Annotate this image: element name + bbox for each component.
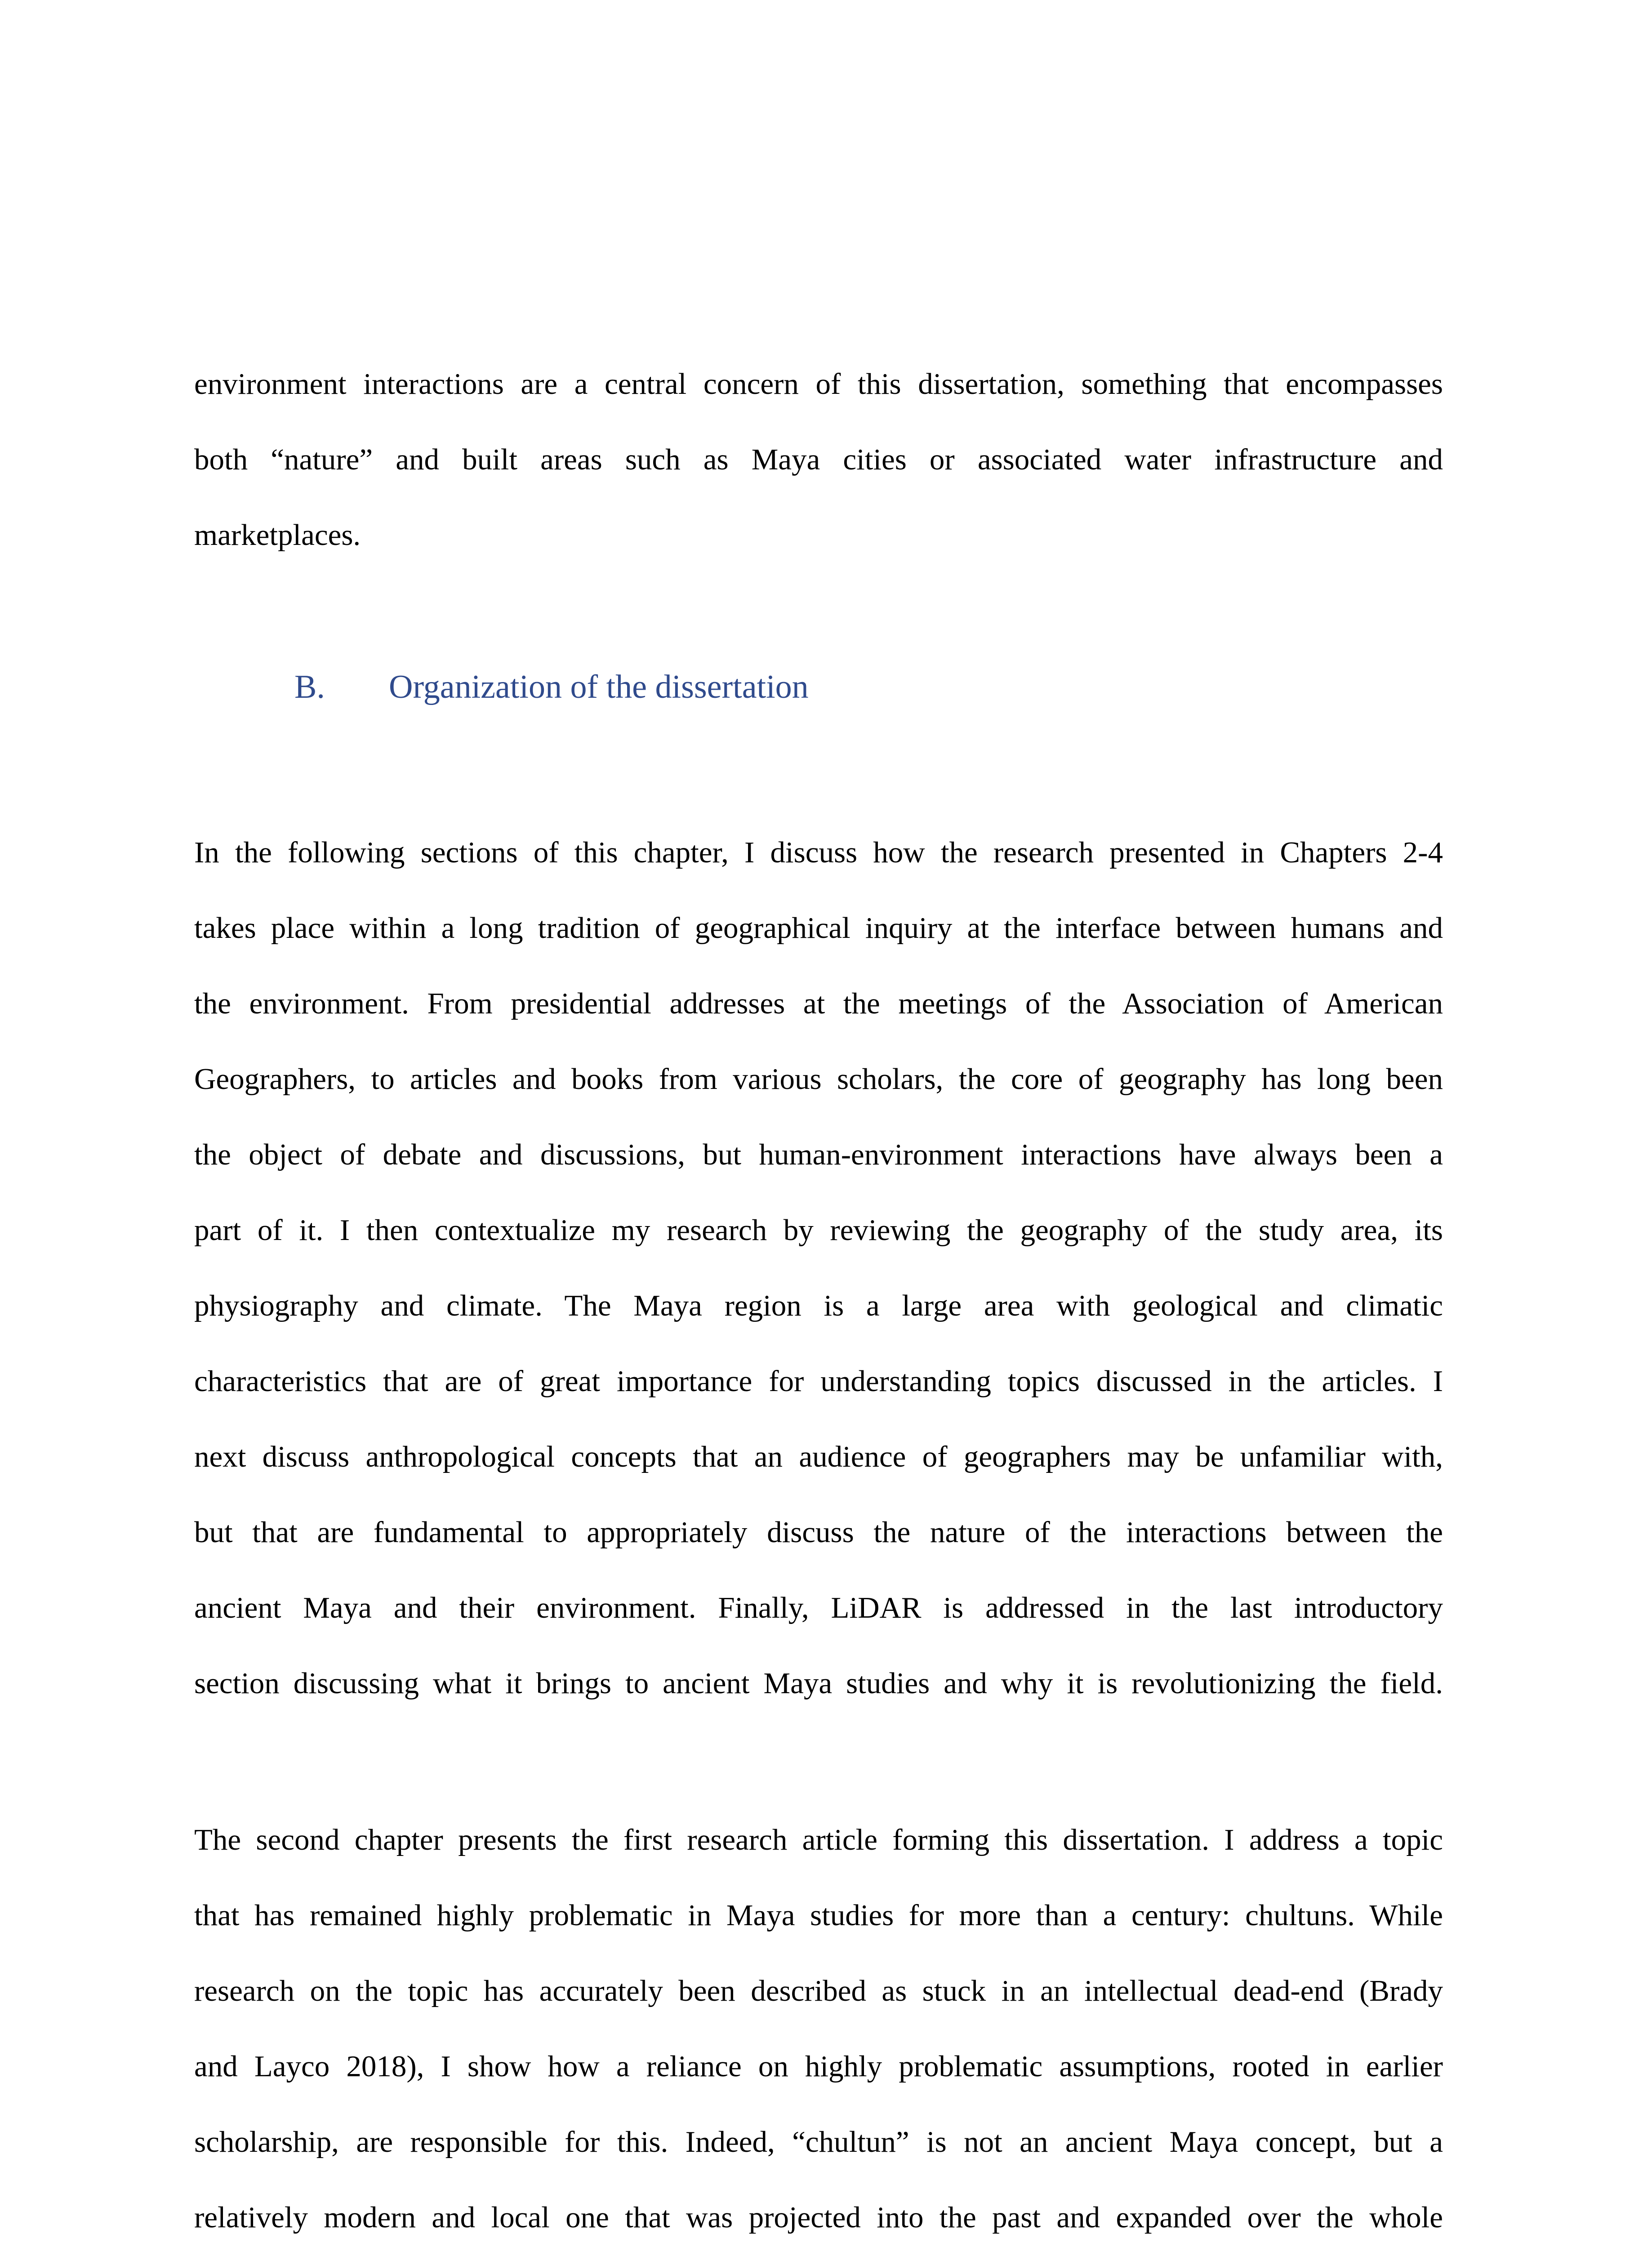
paragraph-line: section discussing what it brings to ancient Maya studies and why it is revolutionizing the field. [194, 1667, 1443, 1700]
paragraph-line: marketplaces. [194, 518, 361, 552]
paragraph-line: In the following sections of this chapter, I discuss how the research presented in Chapters 2-4 [194, 836, 1443, 869]
paragraph-line: the object of debate and discussions, but human-environment interactions have always been a [194, 1138, 1443, 1171]
paragraph-line: part of it. I then contextualize my research by reviewing the geography of the study area, its [194, 1213, 1443, 1247]
paragraph-line: ancient Maya and their environment. Finally, LiDAR is addressed in the last introductory [194, 1591, 1443, 1624]
section-heading [294, 665, 809, 709]
section-title: Organization of the dissertation [389, 669, 809, 705]
paragraph-line: Geographers, to articles and books from various scholars, the core of geography has long been [194, 1062, 1443, 1096]
paragraph-2 [194, 815, 1443, 1721]
paragraph-line: environment interactions are a central concern of this dissertation, something that encompasses [194, 367, 1443, 401]
paragraph-line: takes place within a long tradition of geographical inquiry at the interface between humans and [194, 911, 1443, 945]
paragraph-line: scholarship, are responsible for this. Indeed, “chultun” is not an ancient Maya concept, but a [194, 2125, 1443, 2159]
paragraph-3 [194, 1802, 1443, 2248]
paragraph-line: physiography and climate. The Maya region is a large area with geological and climatic [194, 1289, 1443, 1322]
paragraph-line: relatively modern and local one that was projected into the past and expanded over the whole [194, 2201, 1443, 2234]
paragraph-line: but that are fundamental to appropriately discuss the nature of the interactions between the [194, 1516, 1443, 1549]
paragraph-1 [194, 346, 1443, 573]
paragraph-line: next discuss anthropological concepts that an audience of geographers may be unfamiliar with, [194, 1440, 1443, 1473]
section-number: B. [294, 669, 325, 705]
paragraph-line: the environment. From presidential addresses at the meetings of the Association of American [194, 987, 1443, 1020]
paragraph-line: research on the topic has accurately been described as stuck in an intellectual dead-end (Brady [194, 1974, 1443, 2007]
paragraph-line: both “nature” and built areas such as Maya cities or associated water infrastructure and [194, 443, 1443, 476]
paragraph-line: characteristics that are of great importance for understanding topics discussed in the articles. I [194, 1365, 1443, 1398]
paragraph-line: The second chapter presents the first research article forming this dissertation. I address a topic [194, 1823, 1443, 1856]
paragraph-line: and Layco 2018), I show how a reliance on highly problematic assumptions, rooted in earlier [194, 2050, 1443, 2083]
paragraph-line: that has remained highly problematic in Maya studies for more than a century: chultuns. While [194, 1899, 1443, 1932]
